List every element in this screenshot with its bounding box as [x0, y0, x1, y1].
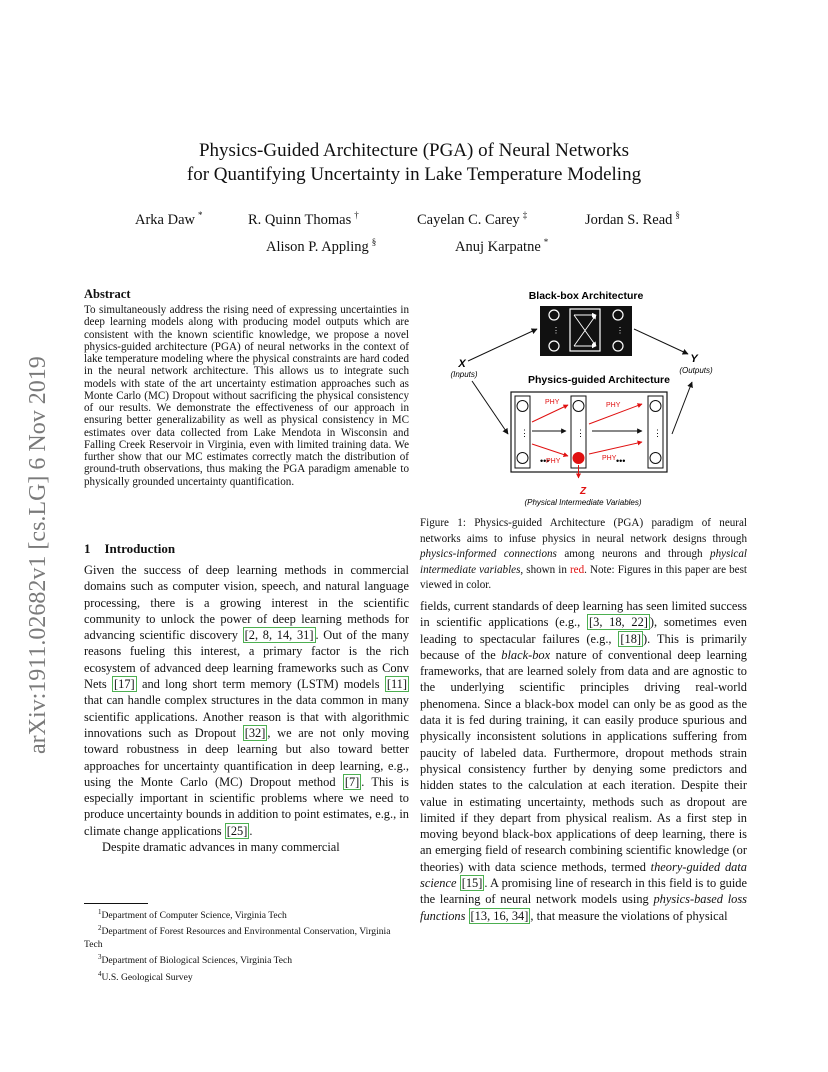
author-4: Jordan S. Read § [585, 210, 680, 228]
outputs-sub-label: (Outputs) [679, 366, 713, 375]
inputs-x-label: X [458, 358, 466, 370]
footnote: $^4$U.S. Geological Survey [98, 969, 193, 983]
svg-text:⋮: ⋮ [576, 428, 585, 438]
figure-1-caption: Figure 1: Physics-guided Architecture (PGA) paradigm of neural networks aims to infuse physics in neural network designs through physics-informed connections among neurons and through physical intermediate variables, shown in red. Note: Figures in this paper are best viewed in color. [420, 517, 747, 592]
intro-paragraph-3: fields, current standards of deep learning has seen limited success in scientific applications (e.g., [3, 18, 22] ), sometimes even leading to spectacular failures (e.g., [18] ). This is primarily because of the black-box nature of conventional deep learning frameworks, that are learned solely from data and are agnostic to the underlying scientific principles driving real-world phenomena. Since a black-box model can only be as good as the data it is fed during training, it can easily produce spurious and physically inconsistent solutions in applications suffering from paucity of labeled data. Furthermore, dropout methods strain physical consistency further by denying some predictors and hidden states to the calculation at each iteration. Despite their value in estimating uncertainty, methods such as dropout are limited if they depart from physical realism. As a first step in moving beyond black-box applications of deep learning, there is an emerging field of research combining scientific knowledge (or theories) with data science methods, termed theory-guided data science [15] . A promising line of research in this field is to guide the learning of neural network models using physics-based loss functions [13, 16, 34] , that measure the violations of physical [420, 599, 748, 923]
footnote: $^2$Department of Forest Resources and Environmental Conservation, Virginia Tech [84, 924, 391, 951]
figure-1-diagram [420, 284, 750, 508]
physical-intermediate-node [573, 452, 585, 464]
paper-title-line2: for Quantifying Uncertainty in Lake Temperature Modeling [186, 164, 642, 185]
footnote: $^1$Department of Computer Science, Virginia Tech [98, 908, 287, 922]
phy-connection-label: PHY [602, 455, 617, 462]
author-1: Arka Daw * [135, 210, 203, 228]
section-heading-introduction: 1 Introduction [84, 541, 176, 556]
z-sub-label: (Physical Intermediate Variables) [524, 498, 642, 507]
footnotes [84, 906, 409, 984]
citation-link[interactable]: [7] [344, 774, 360, 789]
author-2: R. Quinn Thomas † [248, 210, 359, 228]
arxiv-identifier [18, 286, 52, 756]
outputs-y-label: Y [690, 353, 698, 365]
footnote-rule [84, 903, 148, 904]
phy-connection-label: PHY [606, 402, 621, 409]
citation-link[interactable]: [17] [114, 677, 135, 692]
svg-text:•••: ••• [540, 456, 550, 466]
citation-link[interactable]: [25] [226, 823, 248, 838]
author-6: Anuj Karpatne * [455, 237, 549, 255]
blackbox-network [540, 306, 632, 356]
citation-link[interactable]: [11] [386, 677, 407, 692]
pga-network [511, 392, 667, 478]
svg-text:⋮: ⋮ [653, 428, 662, 438]
pga-label: Physics-guided Architecture [528, 374, 670, 386]
abstract-text: To simultaneously address the rising need of expressing uncertainties in deep learning models along with producing model outputs which are consistent with the known scientific knowledge, we propose a novel physics-guided architecture (PGA) of neural networks in the context of lake temperature modeling where the physical constraints are hard coded in the neural network architecture. This allows us to integrate such models with state of the art uncertainty estimation approaches such as Monte Carlo (MC) Dropout without sacrificing the physical consistency of our results. We demonstrate the effectiveness of our approach in ensuring better generalizability as well as physical consistency in MC estimates over data collected from Lake Mendota in Wisconsin and Falling Creek Reservoir in Virginia, even with limited training data. We further show that our MC estimates correctly match the distribution of ground-truth observations, thus making the PGA paradigm amenable to physically grounded uncertainty quantification. [84, 304, 409, 488]
intro-column-2 [420, 598, 747, 924]
paper-title-line1: Physics-Guided Architecture (PGA) of Neural Networks [198, 140, 630, 161]
svg-text:⋮: ⋮ [552, 326, 560, 335]
arxiv-identifier-text: arXiv:1911.02682v1 [cs.LG] 6 Nov 2019 [25, 356, 51, 754]
footnote: $^3$Department of Biological Sciences, Virginia Tech [98, 953, 293, 967]
z-label: Z [579, 486, 587, 497]
phy-connection-label: PHY [546, 458, 561, 465]
phy-connection-label: PHY [545, 399, 560, 406]
citation-link[interactable]: [2, 8, 14, 31] [244, 628, 314, 643]
citation-link[interactable]: [3, 18, 22] [589, 615, 648, 630]
citation-link[interactable]: [18] [620, 631, 642, 646]
intro-column-1 [84, 562, 409, 855]
author-5: Alison P. Appling § [266, 237, 377, 255]
citation-link[interactable]: [32] [244, 725, 266, 740]
author-3: Cayelan C. Carey ‡ [417, 210, 528, 228]
citation-link[interactable]: [15] [461, 876, 483, 891]
blackbox-label: Black-box Architecture [528, 290, 644, 302]
intro-paragraph-2: Despite dramatic advances in many commercial [102, 840, 340, 855]
citation-link[interactable]: [13, 16, 34] [470, 908, 529, 923]
intro-paragraph-1: Given the success of deep learning methods in commercial domains such as computer vision, speech, and natural language processing, there is a growing interest in the scientific community to unlock the power of deep learning methods for advancing scientific discovery [2, 8, 14, 31] . Out of the many reasons fueling this interest, a primary factor is the rich ecosystem of advanced deep learning frameworks such as Conv Nets [17] and long short term memory (LSTM) models [11] that can handle complex structures in the data common in many scientific applications. Another reason is that with algorithmic innovations such as Dropout [32] , we are not only moving toward robustness in deep learning but also toward better approaches for uncertainty quantification in deep learning, e.g., using the Monte Carlo (MC) Dropout method [7] . This is especially important in scientific problems where we need to produce uncertainty bounds in addition to point estimates, e.g., in climate change applications [25] . [84, 563, 410, 838]
abstract-heading: Abstract [84, 287, 131, 301]
svg-text:⋮: ⋮ [520, 428, 529, 438]
svg-text:⋮: ⋮ [616, 326, 624, 335]
inputs-sub-label: (Inputs) [450, 370, 478, 379]
svg-text:•••: ••• [616, 456, 626, 466]
